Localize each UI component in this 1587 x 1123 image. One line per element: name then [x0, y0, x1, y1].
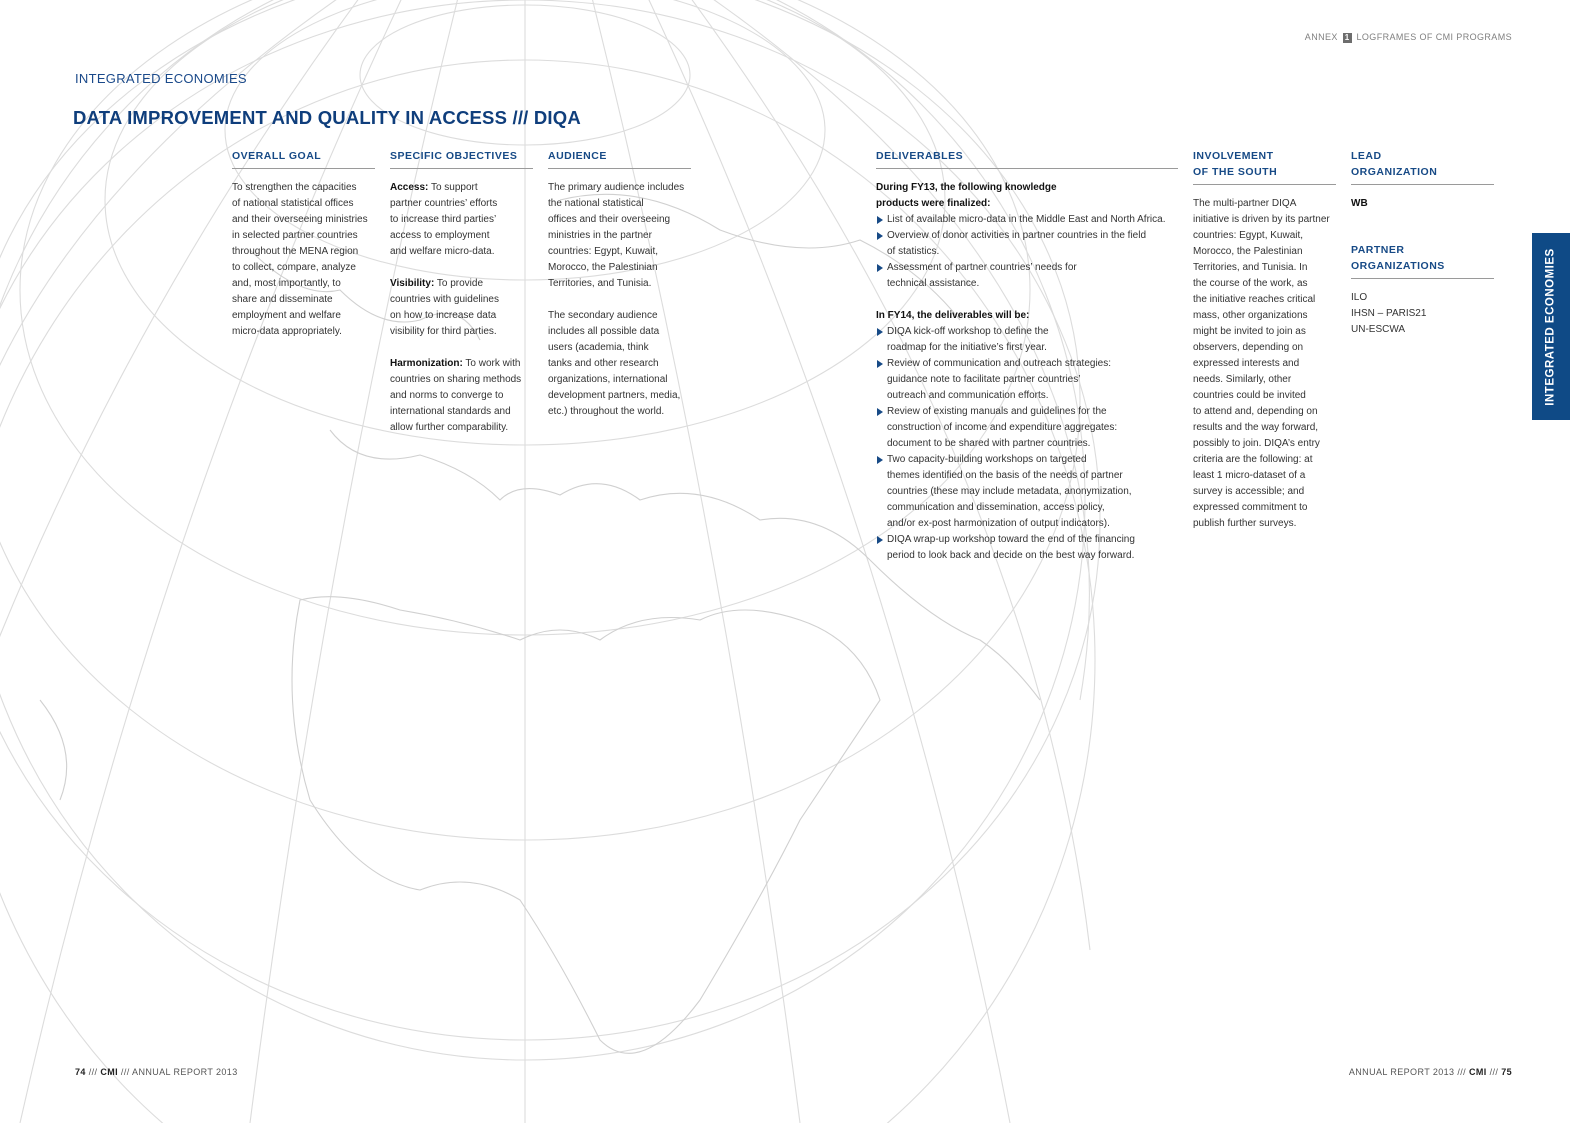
audience-secondary-text: The secondary audience includes all possible data users (academia, think tanks and other research organizations, international development partners, media, etc.) throughout the world. — [548, 310, 681, 417]
footer-brand-right: CMI — [1468, 1067, 1487, 1077]
overall-goal-text: To strengthen the capacities of national statistical offices and their overseeing ministries in selected partner countries throughout the MENA region to collect, compare, analyze and, most importantly, to share and disseminate employment and welfare micro-data appropriately. — [232, 182, 368, 337]
deliverables-column — [876, 148, 1178, 564]
lead-organization-heading: LEAD ORGANIZATION — [1351, 148, 1494, 185]
audience-primary-text: The primary audience includes the national statistical offices and their overseeing ministries in the partner countries: Egypt, Kuwait, Morocco, the Palestinian Territories, and Tunisia. — [548, 182, 685, 289]
list-item: Two capacity-building workshops on targeted themes identified on the basis of the needs of partner countries (these may include metadata, anonymization, communication and dissemination, access policy, and/or ex-post harmonization of output indicators). — [876, 452, 1178, 532]
list-item: Assessment of partner countries’ needs for technical assistance. — [876, 260, 1178, 292]
deliverables-heading: DELIVERABLES — [876, 148, 1178, 169]
section-label: INTEGRATED ECONOMIES — [75, 71, 247, 86]
audience-heading: AUDIENCE — [548, 148, 691, 169]
lead-organization-column — [1351, 148, 1494, 338]
deliverables-fy14-list — [876, 324, 1178, 564]
page-number-left: 74 — [75, 1067, 86, 1077]
involvement-column — [1193, 148, 1336, 532]
annex-prefix: ANNEX — [1304, 32, 1338, 42]
deliverables-fy14-intro: In FY14, the deliverables will be: — [876, 310, 1030, 321]
list-item: Review of existing manuals and guidelines for the construction of income and expenditure aggregates: document to be shared with partner countries. — [876, 404, 1178, 452]
involvement-heading: INVOLVEMENT OF THE SOUTH — [1193, 148, 1336, 185]
lead-organization-value: WB — [1351, 198, 1368, 209]
list-item: Review of communication and outreach strategies: guidance note to facilitate partner countries’ outreach and communication efforts. — [876, 356, 1178, 404]
involvement-text: The multi-partner DIQA initiative is driven by its partner countries: Egypt, Kuwait, Morocco, the Palestinian Territories, and Tunisia. In the course of the work, as the initiative reaches critical mass, other organizations might be invited to join as observers, depending on expressed interests and needs. Similarly, other countries could be invited to attend and, depending on results and the way forward, possibly to join. DIQA’s entry criteria are the following: at least 1 micro-dataset of a survey is accessible; and expressed commitment to publish further surveys. — [1193, 198, 1330, 529]
annex-header — [1305, 32, 1512, 43]
objective-access: Access: To support partner countries’ efforts to increase third parties’ access to employment and welfare micro-data. — [390, 182, 498, 257]
overall-goal-heading: OVERALL GOAL — [232, 148, 375, 169]
footer-right: ANNUAL REPORT 2013 /// CMI /// 75 — [1348, 1067, 1512, 1077]
partner-item: UN-ESCWA — [1351, 324, 1406, 335]
deliverables-fy13-intro: During FY13, the following knowledge products were finalized: — [876, 182, 1057, 209]
list-item: DIQA kick-off workshop to define the roadmap for the initiative’s first year. — [876, 324, 1178, 356]
overall-goal-column — [232, 148, 375, 340]
objective-harmonization-label: Harmonization: — [390, 358, 463, 369]
side-tab-label: INTEGRATED ECONOMIES — [1545, 247, 1558, 406]
list-item: List of available micro-data in the Middle East and North Africa. — [876, 212, 1178, 228]
objective-access-label: Access: — [390, 182, 429, 193]
objective-visibility-label: Visibility: — [390, 278, 435, 289]
audience-column — [548, 148, 691, 420]
specific-objectives-heading: SPECIFIC OBJECTIVES — [390, 148, 533, 169]
partner-item: ILO — [1351, 292, 1368, 303]
partner-item: IHSN – PARIS21 — [1351, 308, 1427, 319]
annex-number-badge: 1 — [1344, 33, 1350, 42]
list-item: DIQA wrap-up workshop toward the end of the financing period to look back and decide on the best way forward. — [876, 532, 1178, 564]
footer-brand-left: CMI — [100, 1067, 119, 1077]
partner-organizations-heading: PARTNER ORGANIZATIONS — [1351, 242, 1494, 279]
page-title: DATA IMPROVEMENT AND QUALITY IN ACCESS /// DIQA — [73, 107, 581, 128]
footer-left: 74 /// CMI /// ANNUAL REPORT 2013 — [75, 1067, 238, 1077]
objective-harmonization: Harmonization: To work with countries on sharing methods and norms to converge to international standards and allow further comparability. — [390, 358, 522, 433]
deliverables-fy13-list — [876, 212, 1178, 292]
objective-visibility: Visibility: To provide countries with guidelines on how to increase data visibility for third parties. — [390, 278, 499, 337]
list-item: Overview of donor activities in partner countries in the field of statistics. — [876, 228, 1178, 260]
specific-objectives-column — [390, 148, 533, 436]
side-tab-integrated-economies — [1532, 233, 1570, 420]
annex-title: LOGFRAMES OF CMI PROGRAMS — [1356, 32, 1512, 42]
page-number-right: 75 — [1501, 1067, 1512, 1077]
